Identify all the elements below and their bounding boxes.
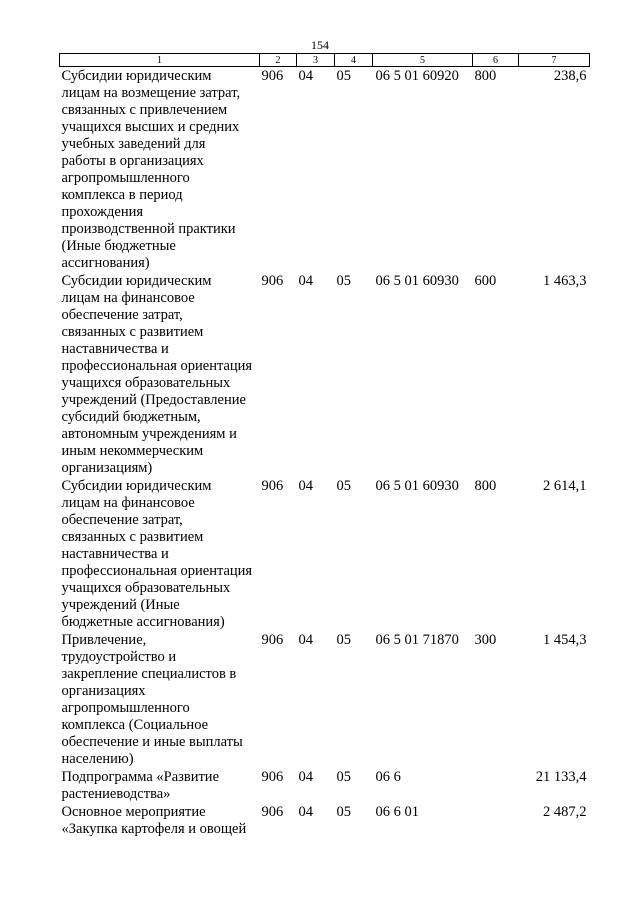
row-name: Субсидии юридическим лицам на финансовое обеспечение затрат, связанных с развитием наставничества и профессиональная ориентация учащихся образовательных учреждений (Иные бюджетные ассигнования): [61, 478, 253, 630]
row-amount: 238,6: [553, 68, 587, 84]
row-expense-type: [473, 768, 519, 803]
table-row: [60, 631, 590, 768]
column-header-5: 5: [373, 54, 473, 67]
table-row: [60, 272, 590, 477]
row-name: Подпрограмма «Развитие растениеводства»: [61, 769, 220, 802]
row-target-code: 06 6 01: [375, 804, 419, 820]
row-expense-type: 300: [474, 632, 497, 648]
row-section: 04: [298, 478, 313, 494]
row-grbs: 906: [261, 769, 284, 785]
row-target-code: 06 5 01 60930: [375, 478, 459, 494]
row-name: Привлечение, трудоустройство и закрепление специалистов в организациях агропромышленного комплекса (Социальное обеспечение и иные выплаты населению): [61, 632, 243, 767]
row-amount: 1 463,3: [543, 273, 587, 289]
row-amount: 2 487,2: [543, 804, 587, 820]
column-header-4: 4: [335, 54, 373, 67]
row-subsection: 05: [336, 478, 351, 494]
row-subsection: 05: [336, 769, 351, 785]
budget-table: [59, 53, 590, 838]
row-target-code: 06 6: [375, 769, 401, 785]
row-amount: 21 133,4: [535, 769, 587, 785]
row-grbs: 906: [261, 632, 284, 648]
row-grbs: 906: [261, 478, 284, 494]
row-section: 04: [298, 804, 313, 820]
row-subsection: 05: [336, 804, 351, 820]
row-subsection: 05: [336, 273, 351, 289]
column-number-header: [60, 54, 590, 67]
row-target-code: 06 5 01 60930: [375, 273, 459, 289]
row-expense-type: 600: [474, 273, 497, 289]
row-target-code: 06 5 01 71870: [375, 632, 459, 648]
row-amount: 2 614,1: [543, 478, 587, 494]
row-subsection: 05: [336, 68, 351, 84]
row-amount: 1 454,3: [543, 632, 587, 648]
column-header-2: 2: [260, 54, 297, 67]
row-name: Субсидии юридическим лицам на финансовое обеспечение затрат, связанных с развитием наставничества и профессиональная ориентация учащихся образовательных учреждений (Предоставление субсидий бюджетным, автономным учреждениям и иным некоммерческим организациям): [61, 273, 253, 476]
column-header-7: 7: [519, 54, 590, 67]
row-grbs: 906: [261, 68, 284, 84]
row-name: Субсидии юридическим лицам на возмещение затрат, связанных с привлечением учащихся высших и средних учебных заведений для работы в организациях агропромышленного комплекса в период прохождения производственной практики (Иные бюджетные ассигнования): [61, 68, 241, 271]
page-number: 154: [311, 38, 329, 52]
row-section: 04: [298, 68, 313, 84]
row-grbs: 906: [261, 273, 284, 289]
column-header-3: 3: [297, 54, 335, 67]
row-section: 04: [298, 273, 313, 289]
row-expense-type: 800: [474, 478, 497, 494]
row-target-code: 06 5 01 60920: [375, 68, 459, 84]
column-header-6: 6: [473, 54, 519, 67]
row-expense-type: 800: [474, 68, 497, 84]
row-section: 04: [298, 769, 313, 785]
row-subsection: 05: [336, 632, 351, 648]
table-row: [60, 67, 590, 273]
column-header-1: 1: [60, 54, 260, 67]
row-expense-type: [473, 803, 519, 838]
table-row: [60, 477, 590, 631]
table-row: [60, 768, 590, 803]
row-name: Основное мероприятие «Закупка картофеля и овощей: [61, 804, 247, 837]
row-section: 04: [298, 632, 313, 648]
row-grbs: 906: [261, 804, 284, 820]
table-row: [60, 803, 590, 838]
